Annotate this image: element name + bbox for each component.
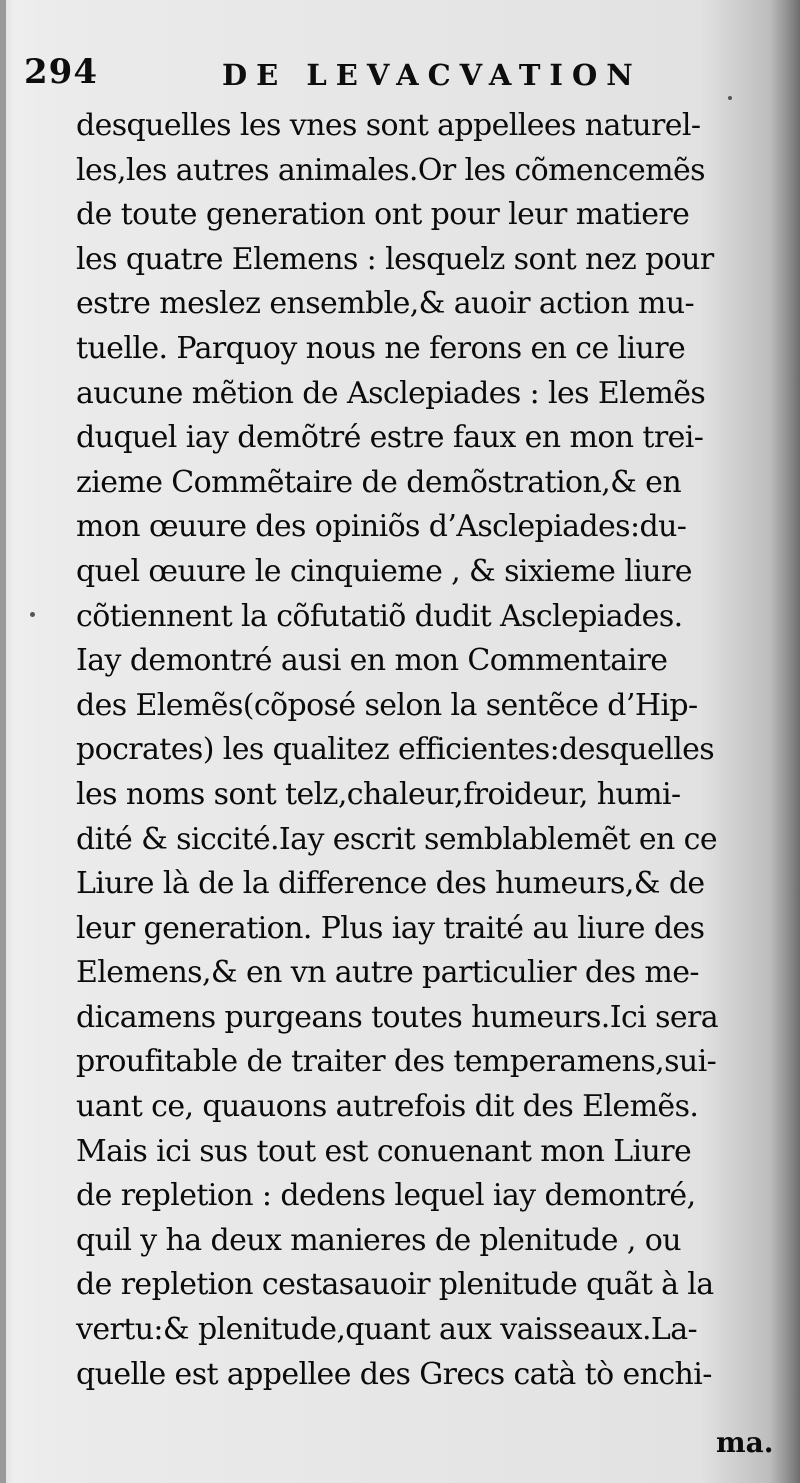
text-line: duquel iay demõtré estre faux en mon trei-	[76, 420, 704, 456]
text-line: de toute generation ont pour leur matiere	[76, 197, 690, 233]
text-line: des Elemẽs(cõposé selon la sentẽce d’Hip-	[76, 687, 698, 723]
ink-speck	[728, 96, 732, 100]
text-line: de repletion : dedens lequel iay demontré,	[76, 1178, 696, 1214]
catchword: ma.	[716, 1426, 774, 1459]
text-line: Liure là de la difference des humeurs,& de	[76, 866, 705, 902]
text-line: proufitable de traiter des temperamens,sui-	[76, 1044, 717, 1080]
text-line: Iay demontré ausi en mon Commentaire	[76, 643, 668, 679]
text-line: Mais ici sus tout est conuenant mon Liure	[76, 1133, 692, 1169]
text-line: dicamens purgeans toutes humeurs.Ici sera	[76, 999, 719, 1035]
body-text	[76, 104, 776, 1397]
page-edge-shadow	[0, 0, 6, 1483]
text-line: desquelles les vnes sont appellees naturel-	[76, 108, 701, 143]
text-line: uant ce, quauons autrefois dit des Elemẽs.	[76, 1089, 699, 1125]
text-line: dité & siccité.Iay escrit semblablemẽt en ce	[76, 821, 718, 857]
text-line: de repletion cestasauoir plenitude quãt à la	[76, 1267, 714, 1303]
text-line: cõtiennent la cõfutatiõ dudit Asclepiades.	[76, 598, 683, 634]
text-line: les quatre Elemens : lesquelz sont nez pour	[76, 241, 714, 277]
page-number: 294	[24, 52, 98, 92]
text-line: estre meslez ensemble,& auoir action mu-	[76, 286, 695, 322]
text-line: tuelle. Parquoy nous ne ferons en ce liure	[76, 330, 686, 366]
text-line: aucune mẽtion de Asclepiades : les Elemẽs	[76, 375, 706, 411]
text-line: quelle est appellee des Grecs catà tò enchi-	[76, 1356, 712, 1392]
text-line: les,les autres animales.Or les cõmencemẽs	[76, 152, 705, 188]
text-line: quil y ha deux manieres de plenitude , ou	[76, 1222, 681, 1258]
running-title: DE LEVACVATION	[222, 58, 642, 92]
running-head	[24, 52, 764, 100]
text-line: mon œuure des opiniõs d’Asclepiades:du-	[76, 509, 687, 545]
text-line: leur generation. Plus iay traité au liure des	[76, 910, 705, 946]
ink-speck	[30, 612, 35, 617]
text-line: les noms sont telz,chaleur,froideur, humi-	[76, 776, 681, 812]
text-line: pocrates) les qualitez efficientes:desquelles	[76, 732, 715, 768]
text-line: vertu:& plenitude,quant aux vaisseaux.La-	[76, 1312, 698, 1348]
text-line: zieme Commẽtaire de demõstration,& en	[76, 464, 682, 500]
text-line: Elemens,& en vn autre particulier des me-	[76, 955, 699, 991]
text-line: quel œuure le cinquieme , & sixieme liure	[76, 553, 692, 589]
